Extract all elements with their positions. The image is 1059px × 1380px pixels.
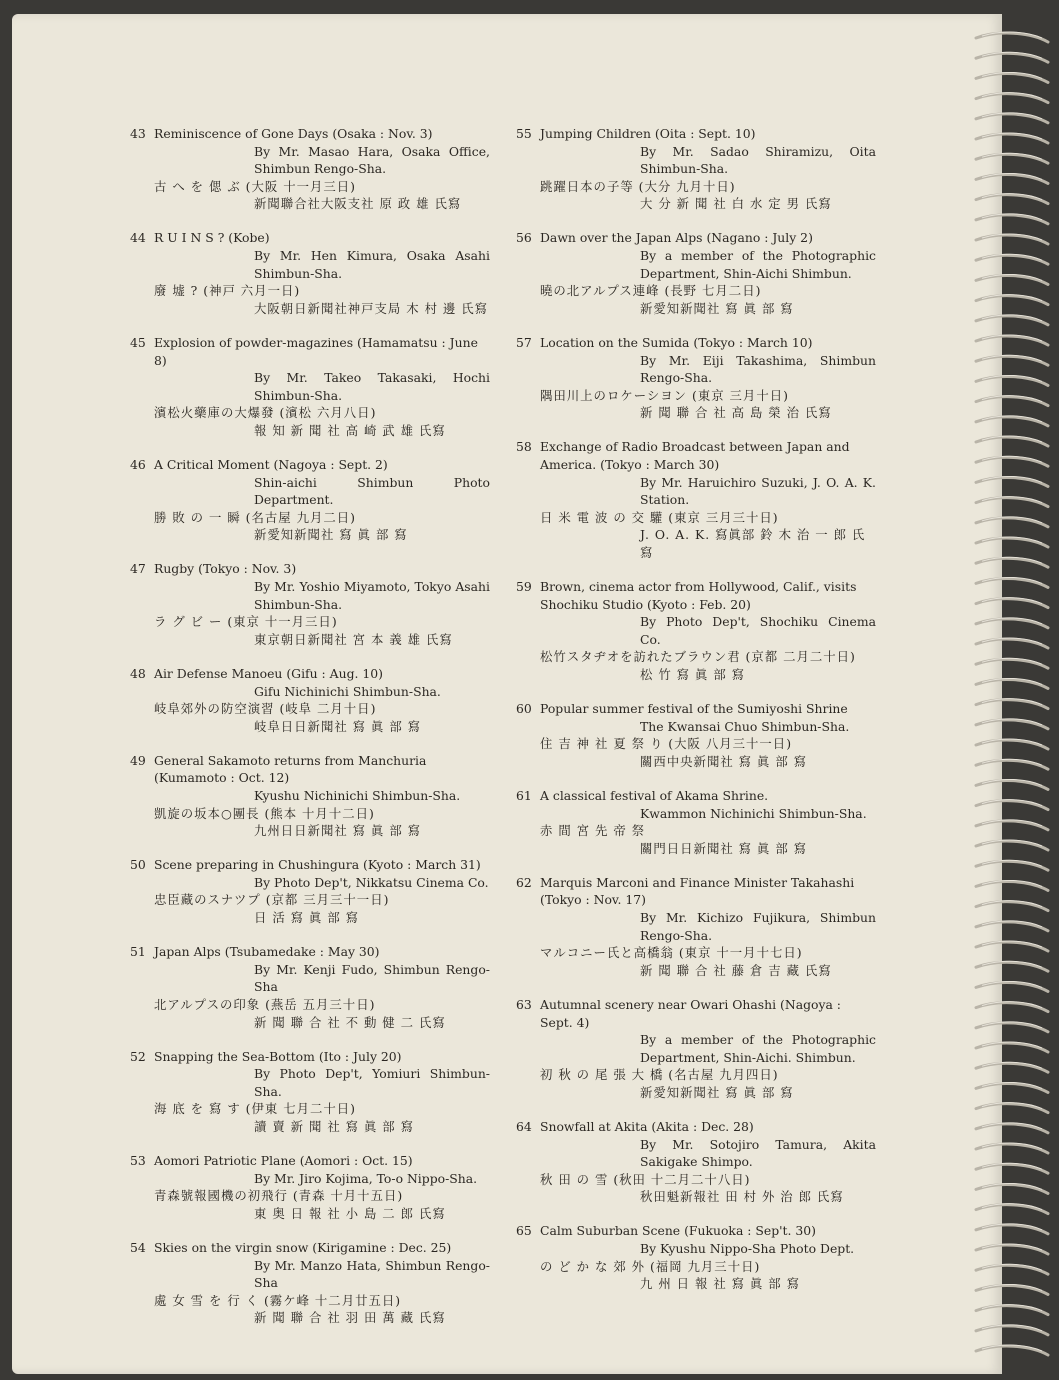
entry-credit-jp: 新愛知新聞社 寫 眞 部 寫: [640, 1084, 794, 1100]
left-column: [130, 125, 490, 1343]
entry-number: 43: [130, 126, 146, 141]
entry-43: [130, 125, 490, 213]
entry-credit-en: By Mr. Manzo Hata, Shimbun Rengo-Sha: [254, 1257, 490, 1291]
entry-credit-jp: 新愛知新聞社 寫 眞 部 寫: [640, 300, 794, 316]
entry-number: 56: [516, 230, 532, 246]
entry-title-jp: 凱旋の坂本○團長 (熊本 十月十二日): [154, 805, 375, 821]
entry-number: 59: [516, 579, 532, 595]
entry-credit-jp: 新愛知新聞社 寫 眞 部 寫: [254, 527, 408, 543]
entry-62: [516, 874, 876, 980]
entry-52: [130, 1048, 490, 1136]
entry-59: [516, 578, 876, 684]
entry-56: [516, 229, 876, 317]
entry-title-jp: 住 吉 神 社 夏 祭 り (大阪 八月三十一日): [540, 736, 793, 752]
entry-title: Autumnal scenery near Owari Ohashi (Nagoya : Sept. 4): [540, 996, 841, 1030]
entry-title: Brown, cinema actor from Hollywood, Calif., visits Shochiku Studio (Kyoto : Feb. 20): [540, 579, 857, 612]
entry-title: Snapping the Sea-Bottom (Ito : July 20): [154, 1048, 402, 1064]
entry-credit-jp: 日 活 寫 眞 部 寫: [254, 910, 360, 926]
entry-title-jp: 勝 敗 の 一 瞬 (名古屋 九月二日): [154, 509, 356, 525]
entry-title-jp: マルコニー氏と高橋翁 (東京 十一月十七日): [540, 945, 803, 961]
entry-number: 61: [516, 788, 532, 803]
entry-credit-jp: 讀 賣 新 聞 社 寫 眞 部 寫: [254, 1119, 415, 1134]
entry-credit-en: Kyushu Nichinichi Shimbun-Sha.: [254, 788, 461, 803]
entry-title: Snowfall at Akita (Akita : Dec. 28): [540, 1119, 754, 1134]
entry-credit-en: By Photo Dep't, Nikkatsu Cinema Co.: [254, 874, 489, 890]
entry-title: Reminiscence of Gone Days (Osaka : Nov. 3): [154, 126, 433, 141]
entry-title-jp: 青森號報國機の初飛行 (青森 十月十五日): [154, 1188, 404, 1204]
entry-58: [516, 438, 876, 561]
entry-credit-jp: 岐阜日日新聞社 寫 眞 部 寫: [254, 718, 422, 734]
entry-credit-en: By a member of the Photographic Department, Shin-Aichi. Shimbun.: [640, 1032, 876, 1065]
entry-46: [130, 456, 490, 544]
entry-title-jp: 秋 田 の 雪 (秋田 十二月二十八日): [540, 1171, 751, 1187]
entry-title: Skies on the virgin snow (Kirigamine : Dec. 25): [154, 1239, 452, 1255]
entry-57: [516, 334, 876, 422]
entry-credit-jp: 關門日日新聞社 寫 眞 部 寫: [640, 840, 808, 856]
entry-credit-en: By Mr. Hen Kimura, Osaka Asahi Shimbun-Sha.: [254, 248, 490, 281]
entry-title-jp: 松竹スタヂオを訪れたブラウン君 (京都 二月二十日): [540, 649, 856, 665]
entry-credit-en: By Mr. Sotojiro Tamura, Akita Sakigake Shimpo.: [640, 1136, 876, 1170]
entry-title-jp: 處 女 雪 を 行 く (霧ケ峰 十二月廿五日): [154, 1292, 402, 1308]
entry-title: Explosion of powder-magazines (Hamamatsu : June 8): [154, 334, 478, 368]
entry-credit-en: Shin-aichi Shimbun Photo Department.: [254, 474, 490, 508]
entry-number: 63: [516, 996, 532, 1012]
entry-title: Exchange of Radio Broadcast between Japan and America. (Tokyo : March 30): [540, 439, 850, 472]
entry-title: Air Defense Manoeu (Gifu : Aug. 10): [154, 665, 383, 681]
entry-45: [130, 334, 490, 440]
entry-credit-en: By Mr. Sadao Shiramizu, Oita Shimbun-Sha.: [640, 143, 876, 177]
entry-credit-en: By Mr. Jiro Kojima, To-o Nippo-Sha.: [254, 1170, 478, 1186]
entry-number: 58: [516, 439, 532, 455]
entry-credit-jp: 秋田魁新報社 田 村 外 治 郎 氏寫: [640, 1189, 844, 1205]
entry-51: [130, 943, 490, 1031]
entry-credit-en: By Mr. Masao Hara, Osaka Office, Shimbun Rengo-Sha.: [254, 143, 490, 177]
entry-credit-jp: 東京朝日新聞社 宮 本 義 雄 氏寫: [254, 631, 453, 647]
entry-title-jp: 赤 間 宮 先 帝 祭: [540, 823, 646, 839]
entry-title: Location on the Sumida (Tokyo : March 10): [540, 334, 813, 350]
entry-title: Scene preparing in Chushingura (Kyoto : March 31): [154, 857, 481, 873]
entry-credit-jp: J. O. A. K. 寫眞部 鈴 木 治 一 郎 氏寫: [640, 527, 866, 560]
entry-credit-en: By Photo Dep't, Shochiku Cinema Co.: [640, 614, 876, 647]
right-column: [516, 125, 876, 1309]
entry-credit-jp: 新 聞 聯 合 社 高 島 榮 治 氏寫: [640, 405, 832, 421]
entry-title: Popular summer festival of the Sumiyoshi Shrine: [540, 701, 848, 717]
entry-number: 65: [516, 1223, 532, 1239]
entry-title-jp: 海 底 を 寫 す (伊東 七月二十日): [154, 1101, 356, 1117]
entry-number: 49: [130, 752, 146, 768]
entry-54: [130, 1239, 490, 1327]
entry-number: 52: [130, 1048, 146, 1064]
entry-number: 53: [130, 1153, 146, 1169]
entry-credit-en: By Mr. Haruichiro Suzuki, J. O. A. K. Station.: [640, 474, 876, 508]
entry-title: Jumping Children (Oita : Sept. 10): [540, 126, 756, 141]
entry-53: [130, 1152, 490, 1222]
entry-credit-en: By Kyushu Nippo-Sha Photo Dept.: [640, 1241, 855, 1257]
entry-title: Marquis Marconi and Finance Minister Takahashi (Tokyo : Nov. 17): [540, 874, 855, 908]
entry-title: A Critical Moment (Nagoya : Sept. 2): [154, 457, 388, 472]
entry-credit-jp: 新 聞 聯 合 社 藤 倉 吉 藏 氏寫: [640, 962, 832, 978]
entry-title: General Sakamoto returns from Manchuria (Kumamoto : Oct. 12): [154, 752, 427, 786]
entry-credit-en: By Mr. Yoshio Miyamoto, Tokyo Asahi Shimbun-Sha.: [254, 579, 490, 612]
entry-number: 60: [516, 701, 532, 717]
entry-number: 51: [130, 944, 146, 960]
entry-credit-jp: 松 竹 寫 眞 部 寫: [640, 667, 746, 683]
entry-60: [516, 700, 876, 770]
entry-credit-en: By Photo Dep't, Yomiuri Shimbun-Sha.: [254, 1066, 490, 1099]
entry-47: [130, 560, 490, 648]
entry-credit-jp: 東 奥 日 報 社 小 島 二 郎 氏寫: [254, 1205, 446, 1221]
entry-title-jp: ラ グ ビ ー (東京 十一月三日): [154, 614, 338, 630]
entry-credit-jp: 大阪朝日新聞社神戸支局 木 村 邊 氏寫: [254, 300, 489, 316]
entry-credit-jp: 大 分 新 聞 社 白 水 定 男 氏寫: [640, 196, 832, 212]
entry-title-jp: 初 秋 の 尾 張 大 橋 (名古屋 九月四日): [540, 1067, 779, 1083]
entry-55: [516, 125, 876, 213]
entry-title: Japan Alps (Tsubamedake : May 30): [154, 944, 380, 960]
entry-credit-en: Kwammon Nichinichi Shimbun-Sha.: [640, 805, 867, 821]
entry-48: [130, 665, 490, 735]
entry-credit-en: By Mr. Takeo Takasaki, Hochi Shimbun-Sha.: [254, 370, 490, 403]
entry-49: [130, 752, 490, 840]
entry-number: 50: [130, 857, 146, 873]
entry-title-jp: 濱松火藥庫の大爆發 (濱松 六月八日): [154, 405, 377, 421]
entry-number: 47: [130, 561, 146, 577]
entry-credit-jp: 關西中央新聞社 寫 眞 部 寫: [640, 753, 808, 769]
entry-number: 55: [516, 126, 532, 141]
entry-credit-jp: 新 聞 聯 合 社 羽 田 萬 藏 氏寫: [254, 1310, 446, 1326]
entry-title-jp: 岐阜郊外の防空演習 (岐阜 二月十日): [154, 701, 377, 717]
entry-title: Dawn over the Japan Alps (Nagano : July 2): [540, 230, 813, 246]
entry-title: A classical festival of Akama Shrine.: [540, 788, 769, 803]
entry-50: [130, 856, 490, 926]
entry-number: 46: [130, 457, 146, 472]
entry-title-jp: 古 へ を 偲 ぶ (大阪 十一月三日): [154, 178, 356, 194]
entry-title-jp: 日 米 電 波 の 交 驩 (東京 三月三十日): [540, 509, 779, 525]
entry-title-jp: 曉の北アルプス連峰 (長野 七月二日): [540, 283, 762, 299]
entry-title-jp: 隅田川上のロケーシヨン (東京 三月十日): [540, 387, 789, 403]
entry-title: Rugby (Tokyo : Nov. 3): [154, 561, 297, 577]
entry-63: [516, 996, 876, 1102]
entry-credit-en: By a member of the Photographic Department, Shin-Aichi Shimbun.: [640, 248, 876, 281]
entry-credit-jp: 新聞聯合社大阪支社 原 政 雄 氏寫: [254, 196, 462, 212]
entry-65: [516, 1222, 876, 1292]
entry-title: Aomori Patriotic Plane (Aomori : Oct. 15): [154, 1153, 413, 1169]
entry-credit-en: The Kwansai Chuo Shimbun-Sha.: [640, 718, 850, 734]
entry-number: 54: [130, 1239, 146, 1255]
entry-title-jp: 廢 墟 ? (神戸 六月一日): [154, 283, 301, 299]
entry-title-jp: 忠臣藏のスナツプ (京都 三月三十一日): [154, 892, 390, 908]
entry-title-jp: の ど か な 郊 外 (福岡 九月三十日): [540, 1258, 761, 1274]
entry-number: 64: [516, 1119, 532, 1134]
entry-title: Calm Suburban Scene (Fukuoka : Sep't. 30): [540, 1223, 816, 1239]
entry-number: 45: [130, 334, 146, 350]
entry-64: [516, 1118, 876, 1206]
entry-title: R U I N S ? (Kobe): [154, 230, 270, 246]
entry-credit-jp: 九 州 日 報 社 寫 眞 部 寫: [640, 1276, 801, 1292]
entry-credit-jp: 新 聞 聯 合 社 不 動 健 二 氏寫: [254, 1014, 446, 1030]
spiral-binding: [968, 20, 1059, 1370]
entry-credit-en: By Mr. Kenji Fudo, Shimbun Rengo-Sha: [254, 961, 490, 995]
entry-44: [130, 229, 490, 317]
entry-61: [516, 787, 876, 857]
entry-title-jp: 跳躍日本の子等 (大分 九月十日): [540, 178, 736, 194]
entry-number: 62: [516, 874, 532, 890]
entry-title-jp: 北アルプスの印象 (燕岳 五月三十日): [154, 996, 376, 1012]
entry-credit-jp: 九州日日新聞社 寫 眞 部 寫: [254, 823, 422, 839]
entry-number: 48: [130, 665, 146, 681]
entry-credit-en: Gifu Nichinichi Shimbun-Sha.: [254, 683, 441, 699]
entry-number: 57: [516, 334, 532, 350]
entry-credit-en: By Mr. Eiji Takashima, Shimbun Rengo-Sha.: [640, 352, 876, 386]
entry-number: 44: [130, 230, 146, 246]
entry-credit-en: By Mr. Kichizo Fujikura, Shimbun Rengo-Sha.: [640, 910, 876, 943]
entry-credit-jp: 報 知 新 聞 社 高 崎 武 雄 氏寫: [254, 422, 446, 438]
